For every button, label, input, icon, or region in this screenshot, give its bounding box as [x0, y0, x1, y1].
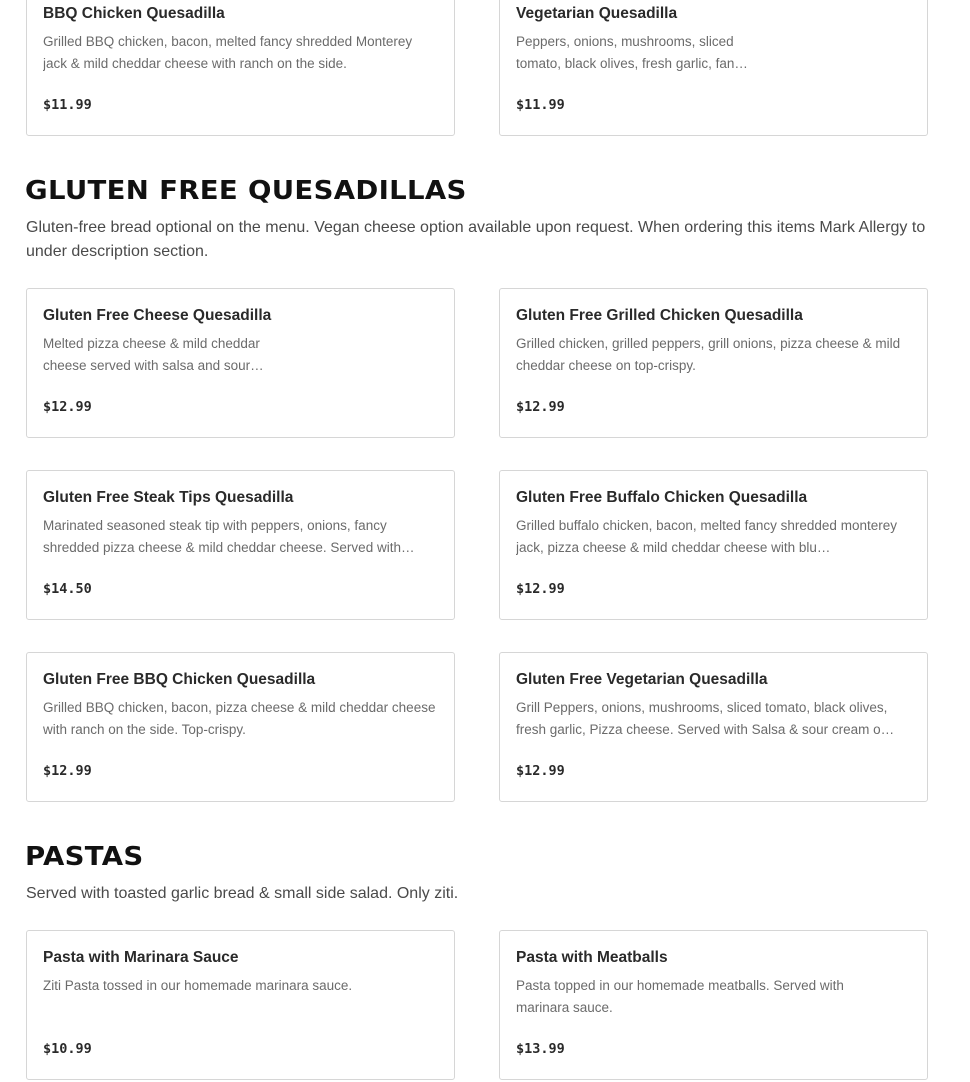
menu-item-price: $12.99: [516, 399, 565, 415]
menu-item-name: Pasta with Marinara Sauce: [43, 949, 239, 966]
menu-item-card[interactable]: [499, 288, 928, 438]
menu-item-name: Gluten Free Cheese Quesadilla: [43, 307, 272, 324]
menu-item-card[interactable]: [499, 652, 928, 802]
menu-item-description: Grilled buffalo chicken, bacon, melted fancy shredded monterey jack, pizza cheese & mild cheddar cheese with blu…: [516, 518, 897, 555]
menu-item-description: Melted pizza cheese & mild cheddar cheese served with salsa and sour…: [43, 336, 264, 373]
menu-item-name: Gluten Free Steak Tips Quesadilla: [43, 489, 294, 506]
menu-item-price: $13.99: [516, 1041, 565, 1057]
menu-item-price: $12.99: [43, 399, 92, 415]
menu-item-card[interactable]: [499, 0, 928, 136]
menu-item-name: Gluten Free Buffalo Chicken Quesadilla: [516, 489, 808, 506]
menu-item-card[interactable]: [26, 288, 455, 438]
menu-item-description: Peppers, onions, mushrooms, sliced tomato, black olives, fresh garlic, fan…: [516, 34, 748, 71]
menu-item-description: Pasta topped in our homemade meatballs. Served with marinara sauce.: [516, 978, 844, 1015]
menu-item-description: Grilled chicken, grilled peppers, grill onions, pizza cheese & mild cheddar cheese on top-crispy.: [516, 336, 901, 373]
menu-item-name: Pasta with Meatballs: [516, 949, 668, 966]
menu-item-description: Grilled BBQ chicken, bacon, pizza cheese & mild cheddar cheese with ranch on the side. Top-crispy.: [43, 700, 436, 737]
section-title-gluten-free: GLUTEN FREE QUESADILLAS: [25, 176, 467, 206]
menu-item-name: Gluten Free Vegetarian Quesadilla: [516, 671, 768, 688]
menu-item-price: $14.50: [43, 581, 92, 597]
menu-item-card[interactable]: [26, 930, 455, 1080]
section-description-gluten-free: Gluten-free bread optional on the menu. Vegan cheese option available upon request. When ordering this items Mark Allergy to under description section.: [26, 219, 926, 260]
menu-item-description: Ziti Pasta tossed in our homemade marinara sauce.: [43, 978, 353, 993]
menu-item-price: $12.99: [516, 763, 565, 779]
menu-item-name: BBQ Chicken Quesadilla: [43, 5, 225, 22]
section-description-pastas: Served with toasted garlic bread & small side salad. Only ziti.: [26, 885, 459, 902]
menu-item-card[interactable]: [26, 470, 455, 620]
menu-item-name: Vegetarian Quesadilla: [516, 5, 678, 22]
menu-item-name: Gluten Free BBQ Chicken Quesadilla: [43, 671, 316, 688]
menu-item-description: Grilled BBQ chicken, bacon, melted fancy shredded Monterey jack & mild cheddar cheese with ranch on the side.: [43, 34, 413, 71]
menu-item-price: $12.99: [43, 763, 92, 779]
section-title-pastas: PASTAS: [25, 842, 144, 872]
menu-item-card[interactable]: [26, 652, 455, 802]
menu-item-description: Grill Peppers, onions, mushrooms, sliced tomato, black olives, fresh garlic, Pizza cheese. Served with Salsa & sour cream o…: [516, 700, 895, 737]
menu-item-price: $11.99: [516, 97, 565, 113]
menu-item-price: $12.99: [516, 581, 565, 597]
menu-item-price: $11.99: [43, 97, 92, 113]
menu-item-price: $10.99: [43, 1041, 92, 1057]
menu-item-name: Gluten Free Grilled Chicken Quesadilla: [516, 307, 803, 324]
menu-item-card[interactable]: [499, 470, 928, 620]
menu-item-card[interactable]: [26, 0, 455, 136]
menu-item-description: Marinated seasoned steak tip with peppers, onions, fancy shredded pizza cheese & mild cheddar cheese. Served with…: [43, 518, 415, 555]
menu-item-card[interactable]: [499, 930, 928, 1080]
